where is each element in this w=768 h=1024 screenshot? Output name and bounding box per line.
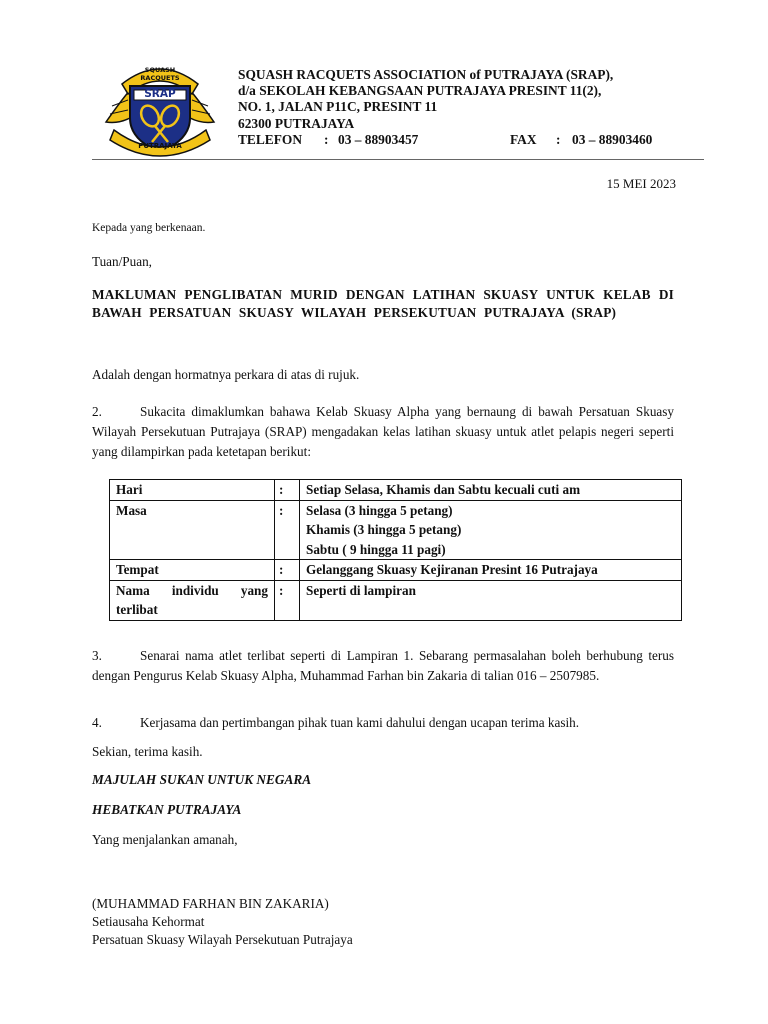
- row-value-line: Khamis (3 hingga 5 petang): [306, 522, 462, 537]
- logo-top-text: SQUASH RACQUETS: [140, 66, 180, 82]
- paragraph-4-number: 4.: [92, 715, 102, 730]
- paragraph-2-text: Sukacita dimaklumkan bahawa Kelab Skuasy Alpha yang bernaung di bawah Persatuan Skuasy Wilayah Persekutuan Putrajaya (SRAP) mengadakan kelas latihan skuasy untuk atlet pelapis negeri seperti yang dilampirkan pada ketetapan berikut:: [92, 404, 674, 459]
- table-row: [110, 500, 682, 560]
- tel-value: 03 – 88903457: [338, 131, 419, 147]
- schedule-table: [109, 479, 682, 621]
- fax-value: 03 – 88903460: [572, 131, 653, 147]
- org-name: SQUASH RACQUETS ASSOCIATION of PUTRAJAYA (SRAP),: [238, 67, 614, 82]
- paragraph-3-text: Senarai nama atlet terlibat seperti di Lampiran 1. Sebarang permasalahan boleh berhubung terus dengan Pengurus Kelab Skuasy Alpha, Muhammad Farhan bin Zakaria di talian 016 – 2507985.: [92, 648, 674, 683]
- paragraph-4-text: Kerjasama dan pertimbangan pihak tuan kami dahului dengan ucapan terima kasih.: [140, 715, 580, 730]
- srap-logo: [100, 60, 220, 160]
- signature-block: [92, 895, 353, 949]
- table-row: [110, 480, 682, 501]
- row-value: Gelanggang Skuasy Kejiranan Presint 16 Putrajaya: [300, 560, 682, 581]
- address-line-1: d/a SEKOLAH KEBANGSAAN PUTRAJAYA PRESINT 11(2),: [238, 83, 602, 99]
- row-colon: :: [275, 580, 300, 620]
- row-colon: :: [275, 480, 300, 501]
- address-line-2: NO. 1, JALAN P11C, PRESINT 11: [238, 99, 438, 115]
- contact-line: [238, 132, 652, 148]
- paragraph-4: [92, 713, 674, 733]
- signatory-name: (MUHAMMAD FARHAN BIN ZAKARIA): [92, 896, 329, 911]
- row-value-line: Selasa (3 hingga 5 petang): [306, 502, 453, 518]
- recipient: Kepada yang berkenaan.: [92, 222, 206, 234]
- subject-heading: MAKLUMAN PENGLIBATAN MURID DENGAN LATIHAN SKUASY UNTUK KELAB DI BAWAH PERSATUAN SKUASY WILAYAH PERSEKUTUAN PUTRAJAYA (SRAP): [92, 287, 674, 320]
- row-value-line: Sabtu ( 9 hingga 11 pagi): [306, 541, 446, 557]
- motto-2: HEBATKAN PUTRAJAYA: [92, 802, 242, 817]
- signatory-title: Setiausaha Kehormat: [92, 914, 205, 929]
- logo-center-text: SRAP: [144, 88, 176, 100]
- header-divider: [92, 159, 704, 160]
- salutation: Tuan/Puan,: [92, 254, 152, 269]
- row-value: Seperti di lampiran: [300, 580, 682, 620]
- paragraph-1: Adalah dengan hormatnya perkara di atas di rujuk.: [92, 367, 360, 382]
- paragraph-3: [92, 646, 674, 686]
- row-key: Masa: [110, 500, 275, 560]
- row-value: [300, 500, 682, 560]
- table-row: [110, 580, 682, 620]
- paragraph-3-number: 3.: [92, 648, 102, 663]
- motto-1: MAJULAH SUKAN UNTUK NEGARA: [92, 772, 312, 787]
- row-key: Tempat: [110, 560, 275, 581]
- paragraph-2-number: 2.: [92, 404, 102, 419]
- paragraph-2: [92, 402, 674, 462]
- address-line-3: 62300 PUTRAJAYA: [238, 115, 355, 131]
- signatory-org: Persatuan Skuasy Wilayah Persekutuan Putrajaya: [92, 932, 353, 947]
- row-key: Hari: [110, 480, 275, 501]
- closing: Sekian, terima kasih.: [92, 744, 203, 759]
- fax-label: FAX: [510, 131, 537, 147]
- row-value: Setiap Selasa, Khamis dan Sabtu kecuali cuti am: [300, 480, 682, 501]
- letter-date: 15 MEI 2023: [606, 176, 676, 191]
- tel-label: TELEFON: [238, 131, 302, 147]
- table-row: [110, 560, 682, 581]
- row-colon: :: [275, 500, 300, 560]
- row-colon: :: [275, 560, 300, 581]
- row-key: Nama individu yang terlibat: [110, 580, 275, 620]
- tel-separator: :: [324, 131, 329, 147]
- fax-separator: :: [556, 131, 561, 147]
- sign-off: Yang menjalankan amanah,: [92, 832, 238, 847]
- logo-bottom-text: PUTRAJAYA: [138, 142, 182, 150]
- letterhead: [238, 67, 652, 148]
